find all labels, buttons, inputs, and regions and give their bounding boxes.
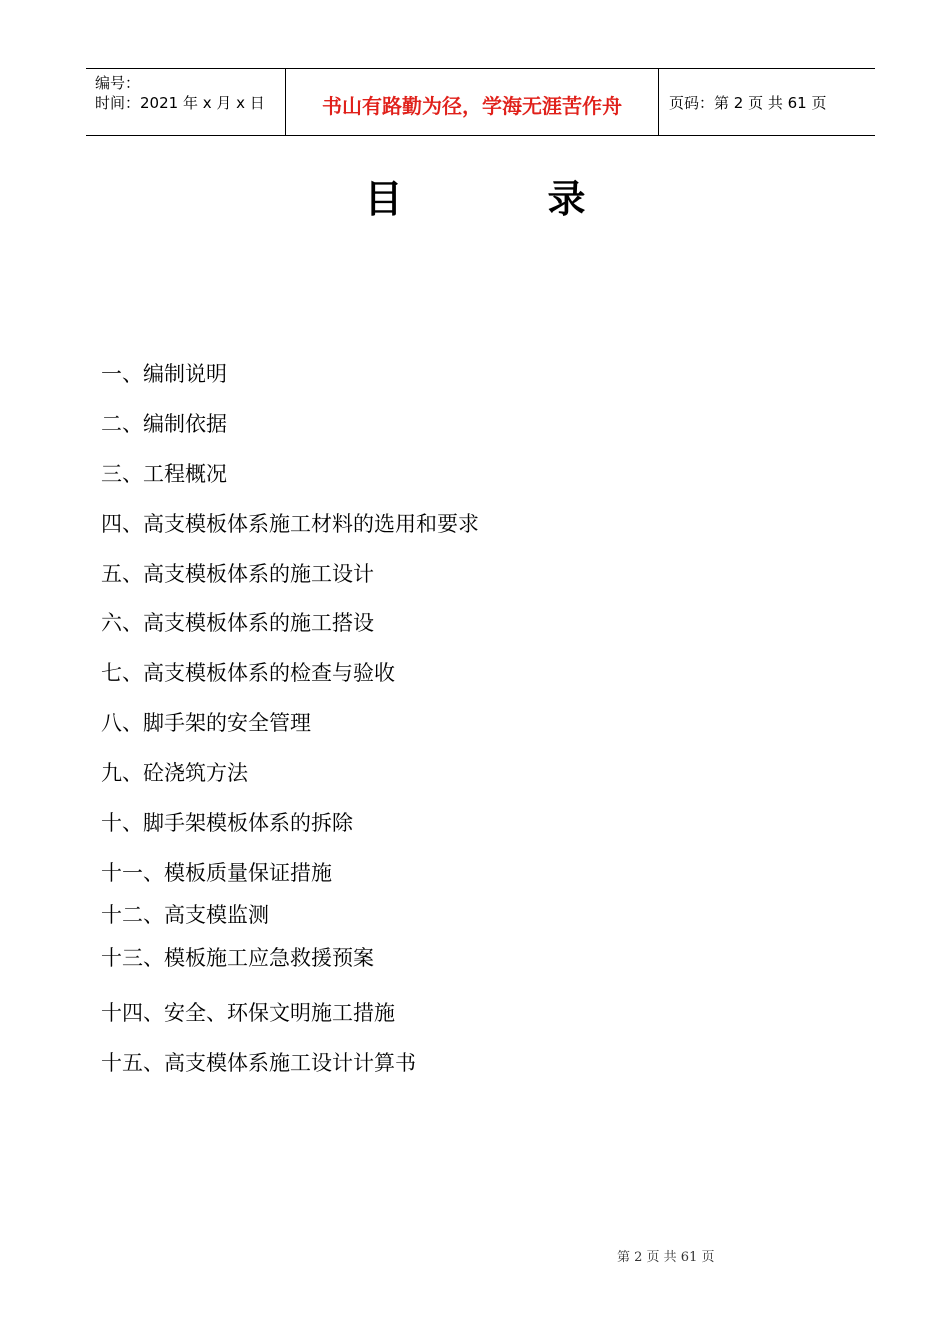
toc-item-2[interactable]: 二、编制依据 [101,412,227,436]
date-label: 时间：2021 年 x 月 x 日 [95,94,265,112]
page-header [86,68,875,136]
toc-item-15[interactable]: 十五、高支模体系施工设计计算书 [101,1051,416,1075]
toc-item-4[interactable]: 四、高支模板体系施工材料的选用和要求 [101,512,479,536]
toc-item-11[interactable]: 十一、模板质量保证措施 [101,861,332,885]
toc-item-5[interactable]: 五、高支模板体系的施工设计 [101,562,374,586]
page-number-label: 页码：第 2 页 共 61 页 [669,93,827,112]
toc-item-1[interactable]: 一、编制说明 [101,362,227,386]
motto-text: 书山有路勤为径，学海无涯苦作舟 [322,93,622,118]
title-right: 录 [547,176,586,221]
toc-item-9[interactable]: 九、砼浇筑方法 [101,761,248,785]
title-left: 目 [364,176,403,221]
toc-item-12[interactable]: 十二、高支模监测 [101,903,269,927]
page-number-cell [659,69,875,135]
header-meta-cell [86,69,286,135]
toc-item-14[interactable]: 十四、安全、环保文明施工措施 [101,1001,395,1025]
page-footer: 第 2 页 共 61 页 [617,1250,715,1265]
page-title [0,168,950,223]
code-label: 编号： [95,74,141,92]
motto-cell [286,69,659,135]
toc-item-13[interactable]: 十三、模板施工应急救援预案 [101,946,374,970]
toc-item-7[interactable]: 七、高支模板体系的检查与验收 [101,661,395,685]
toc-item-8[interactable]: 八、脚手架的安全管理 [101,711,311,735]
toc-item-10[interactable]: 十、脚手架模板体系的拆除 [101,811,353,835]
toc-item-6[interactable]: 六、高支模板体系的施工搭设 [101,611,374,635]
toc-item-3[interactable]: 三、工程概况 [101,462,227,486]
